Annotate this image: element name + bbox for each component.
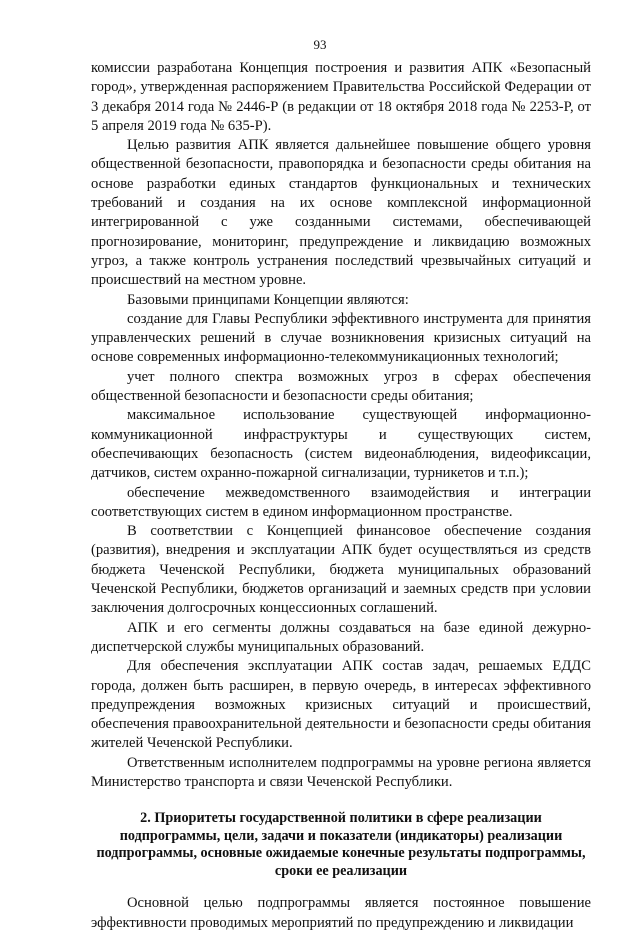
- list-item: учет полного спектра возможных угроз в сферах обеспечения общественной безопасности и безопасности среды обитания;: [91, 368, 591, 405]
- page-number: 93: [313, 37, 327, 52]
- paragraph: Для обеспечения эксплуатации АПК состав задач, решаемых ЕДДС города, должен быть расширен, в первую очередь, в интересах эффективного предупреждения возможных кризисных ситуаций и происшествий, обеспечения правоохранительной деятельности и безопасности среды обитания жителей Чеченской Республики.: [91, 658, 591, 752]
- paragraph: комиссии разработана Концепция построения и развития АПК «Безопасный город», утвержденная распоряжением Правительства Российской Федерации от 3 декабря 2014 года № 2446-Р (в редакции от 18 октября 2018 года № 2253-Р, от 5 апреля 2019 года № 635-Р).: [91, 60, 591, 134]
- list-item: обеспечение межведомственного взаимодействия и интеграции соответствующих систем в едином информационном пространстве.: [91, 484, 591, 520]
- paragraph: Ответственным исполнителем подпрограммы на уровне региона является Министерство транспорта и связи Чеченской Республики.: [91, 754, 591, 790]
- section-heading: 2. Приоритеты государственной политики в сфере реализации подпрограммы, цели, задачи и показатели (индикаторы) реализации подпрограммы, основные ожидаемые конечные результаты подпрограммы, сроки ее реализации: [96, 810, 586, 879]
- paragraph: В соответствии с Концепцией финансовое обеспечение создания (развития), внедрения и эксплуатации АПК будет осуществляться из средств бюджета Чеченской Республики, бюджета муниципальных образований Чеченской Республики, бюджетов организаций и заемных средств при условии заключения долгосрочных концессионных соглашений.: [91, 523, 591, 617]
- document-body: [91, 59, 591, 933]
- paragraph: АПК и его сегменты должны создаваться на базе единой дежурно-диспетчерской службы муниципальных образований.: [91, 619, 591, 655]
- list-item: максимальное использование существующей информационно-коммуникационной инфраструктуры и существующих систем, обеспечивающих безопасность (систем видеонаблюдения, видеофиксации, датчиков, систем охранно-пожарной сигнализации, турникетов и т.п.);: [91, 407, 591, 482]
- paragraph: Основной целью подпрограммы является постоянное повышение эффективности проводимых мероприятий по предупреждению и ликвидации: [91, 895, 591, 931]
- paragraph: Базовыми принципами Концепции являются:: [127, 291, 409, 308]
- paragraph: Целью развития АПК является дальнейшее повышение общего уровня общественной безопасности, правопорядка и безопасности среды обитания на основе разработки единых стандартов функциональных и технических требований и создания на их основе комплексной информационной интегрированной с уже созданными системами, обеспечивающей прогнозирование, мониторинг, предупреждение и ликвидацию возможных угроз, а также контроль устранения последствий чрезвычайных ситуаций и происшествий на местном уровне.: [91, 137, 591, 289]
- list-item: создание для Главы Республики эффективного инструмента для принятия управленческих решений в случае возникновения кризисных ситуаций на основе современных информационно-телекоммуникационных технологий;: [91, 310, 591, 366]
